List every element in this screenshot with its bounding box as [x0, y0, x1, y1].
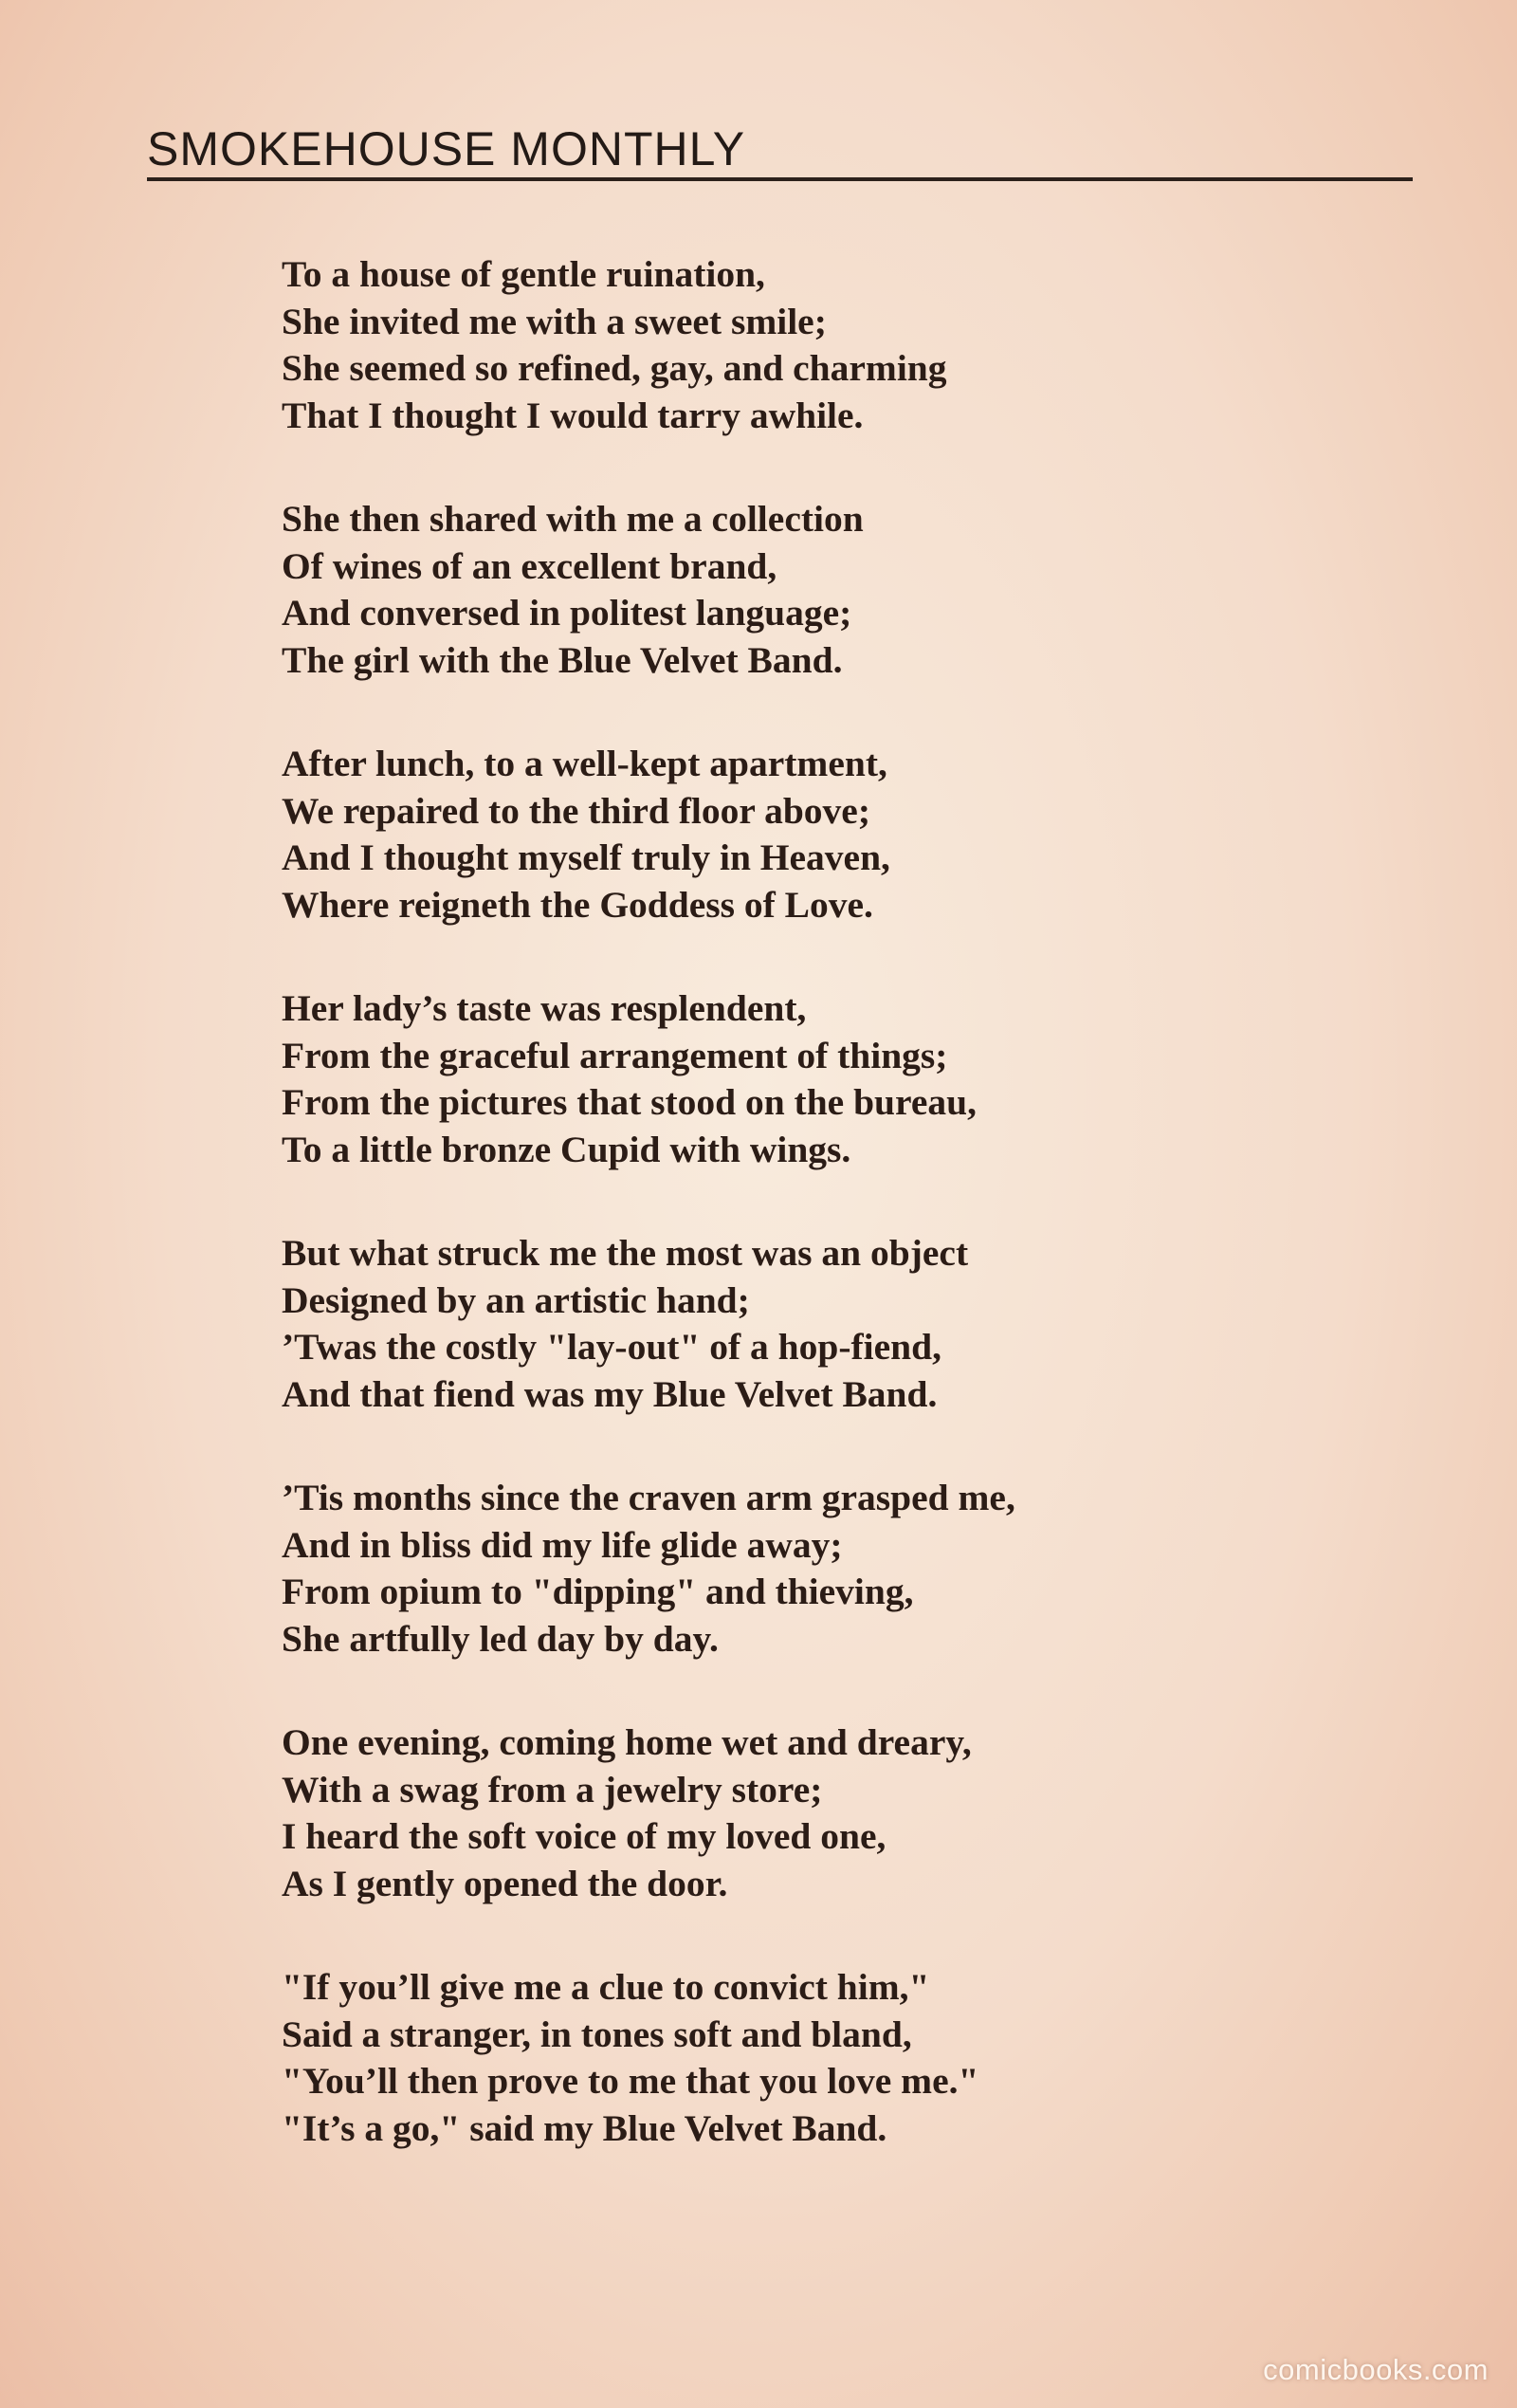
poem-line: She artfully led day by day.	[282, 1617, 719, 1660]
poem-line: To a little bronze Cupid with wings.	[282, 1128, 851, 1170]
poem-line: With a swag from a jewelry store;	[282, 1768, 823, 1811]
stanza-1	[282, 251, 1268, 439]
poem-line: The girl with the Blue Velvet Band.	[282, 638, 843, 681]
poem-line: We repaired to the third floor above;	[282, 789, 870, 832]
header-rule	[147, 177, 1413, 181]
page-header	[147, 121, 1413, 190]
poem-line: After lunch, to a well-kept apartment,	[282, 743, 887, 784]
poem-line: To a house of gentle ruination,	[282, 253, 765, 295]
poem-line: One evening, coming home wet and dreary,	[282, 1721, 972, 1763]
poem-line: ’Twas the costly "lay-out" of a hop-fiend,	[282, 1326, 941, 1368]
poem-line: Her lady’s taste was resplendent,	[282, 987, 807, 1029]
stanza-8	[282, 1964, 1268, 2152]
poem-line: From the pictures that stood on the bureau,	[282, 1081, 977, 1123]
poem-line: And I thought myself truly in Heaven,	[282, 836, 890, 878]
poem-line: From opium to "dipping" and thieving,	[282, 1571, 914, 1612]
poem-line: But what struck me the most was an object	[282, 1232, 969, 1274]
stanza-2	[282, 496, 1268, 684]
poem-line: That I thought I would tarry awhile.	[282, 394, 864, 436]
source-watermark: comicbooks.com	[1263, 2353, 1489, 2386]
poem-line: She then shared with me a collection	[282, 498, 864, 540]
poem-line: "It’s a go," said my Blue Velvet Band.	[282, 2106, 887, 2149]
poem-line: She seemed so refined, gay, and charming	[282, 347, 947, 389]
poem-line: ’Tis months since the craven arm grasped me,	[282, 1477, 1015, 1518]
poem-line: From the graceful arrangement of things;	[282, 1034, 948, 1076]
poem-line: "If you’ll give me a clue to convict him,"	[282, 1966, 930, 2008]
stanza-7	[282, 1719, 1268, 1907]
poem-line: And in bliss did my life glide away;	[282, 1523, 843, 1566]
stanza-4	[282, 985, 1268, 1173]
stanza-5	[282, 1230, 1268, 1418]
poem-line: Said a stranger, in tones soft and bland,	[282, 2013, 912, 2055]
stanza-6	[282, 1475, 1268, 1663]
poem-line: Designed by an artistic hand;	[282, 1278, 750, 1321]
poem-line: Where reigneth the Goddess of Love.	[282, 883, 873, 926]
poem-line: She invited me with a sweet smile;	[282, 300, 827, 342]
poem-line: Of wines of an excellent brand,	[282, 544, 777, 587]
poem-line: I heard the soft voice of my loved one,	[282, 1815, 886, 1857]
poem-line: And that fiend was my Blue Velvet Band.	[282, 1372, 938, 1415]
poem-line: "You’ll then prove to me that you love me."	[282, 2060, 979, 2102]
magazine-title: SMOKEHOUSE MONTHLY	[147, 122, 746, 175]
poem-line: And conversed in politest language;	[282, 592, 852, 634]
poem-line: As I gently opened the door.	[282, 1862, 728, 1904]
poem	[282, 251, 1268, 2209]
stanza-3	[282, 741, 1268, 928]
